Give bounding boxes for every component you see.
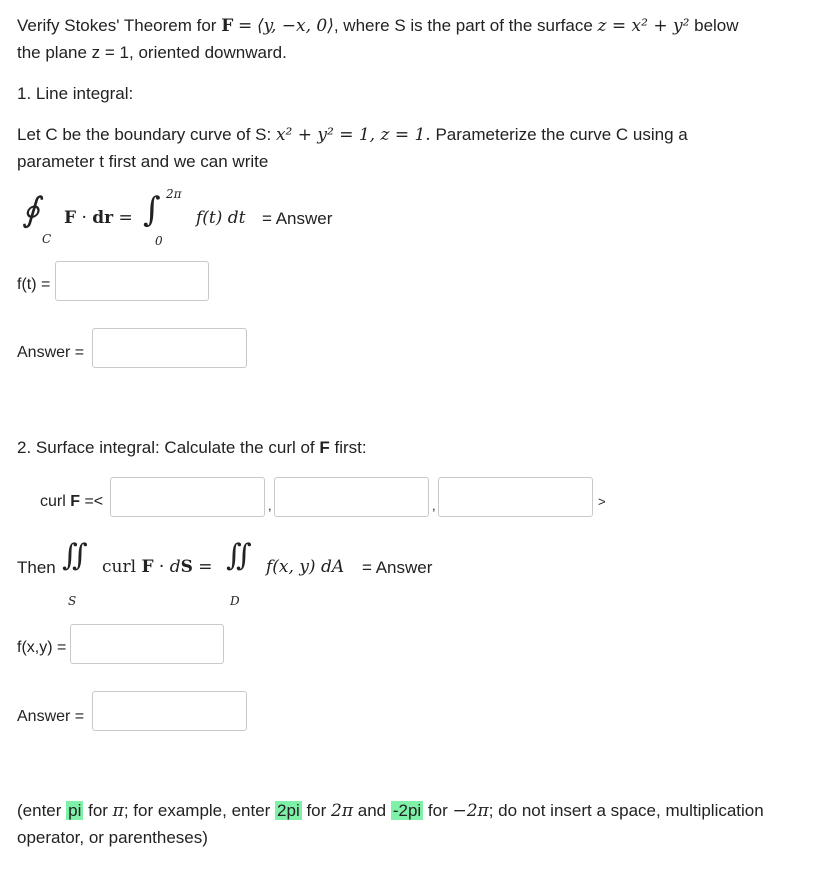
note-pi-symbol: π (112, 801, 124, 821)
ft-label: f(t) = (17, 276, 51, 293)
then-label: Then (17, 558, 56, 577)
note-p1: (enter (17, 801, 67, 820)
fxy-input[interactable] (70, 624, 224, 664)
vector-F-symbol: F (221, 16, 234, 36)
part2-answer-label: Answer = (17, 708, 85, 725)
part2-answer-input[interactable] (92, 691, 247, 731)
integrand-fxy-dA: f(x, y) dA (266, 557, 345, 577)
note-2pi-symbol: 2π (331, 801, 354, 821)
surface-integrand: curl F · dS = (102, 557, 213, 577)
note-highlight-neg2pi: -2pi (392, 801, 422, 820)
curl-component-3-input[interactable] (438, 477, 593, 517)
part2-heading-suffix: first: (329, 438, 367, 457)
note-p2: for (83, 801, 113, 820)
equals-answer-text: = Answer (262, 209, 333, 228)
part2-heading-F: F (319, 438, 330, 457)
double-integral-sign-S: ∬ (62, 538, 88, 573)
curl-comma-1: , (268, 498, 272, 513)
contour-lower-limit: C (42, 232, 52, 246)
part1-text-suffix: Parameterize the curve C using a (430, 125, 688, 144)
part2-heading-prefix: 2. Surface integral: Calculate the curl of (17, 438, 320, 457)
problem-statement-line-2: the plane z = 1, oriented downward. (17, 43, 287, 62)
note-p7: ; do not insert a space, multiplication (488, 801, 764, 820)
part1-text-line-2: parameter t first and we can write (17, 152, 269, 171)
note-highlight-2pi: 2pi (277, 801, 300, 820)
curl-comma-2: , (432, 498, 436, 513)
curl-label-prefix: curl (40, 493, 71, 510)
double-integral-sign-D: ∬ (226, 538, 252, 573)
curl-component-2-input[interactable] (274, 477, 429, 517)
problem-statement-line-1 (17, 15, 739, 37)
part2-heading (17, 437, 367, 459)
note-p3: ; for example, enter (123, 801, 276, 820)
surface-equals-answer: = Answer (362, 558, 433, 577)
curl-label-F: F (70, 493, 81, 510)
note-p4: for (301, 801, 332, 820)
fxy-label: f(x,y) = (17, 639, 67, 656)
part1-heading: 1. Line integral: (17, 84, 134, 103)
note-p6: for (423, 801, 453, 820)
double-integral-lower-S: S (68, 594, 77, 608)
intro-mid: , where S is the part of the surface (333, 16, 598, 35)
line-integrand-lhs: F · dr = (64, 208, 133, 228)
equals-sign: = (238, 16, 253, 36)
note-p5: and (353, 801, 391, 820)
surface-equation: z = x² + y² (597, 16, 690, 36)
upper-limit: 2π (166, 187, 182, 201)
part1-text-line-1 (17, 124, 688, 146)
note-highlight-pi: pi (68, 801, 82, 820)
instruction-note-line-1 (17, 800, 764, 822)
curl-label-suffix: =< (80, 493, 104, 510)
boundary-curve-equation: x² + y² = 1, z = 1. (275, 125, 431, 145)
curl-component-1-input[interactable] (110, 477, 265, 517)
lower-limit: 0 (155, 234, 163, 248)
curl-label (40, 492, 103, 512)
ft-input[interactable] (55, 261, 209, 301)
instruction-note-line-2: operator, or parentheses) (17, 828, 208, 847)
note-neg2pi-symbol: −2π (452, 801, 489, 821)
part1-answer-input[interactable] (92, 328, 247, 368)
curl-close-bracket: > (598, 494, 606, 509)
definite-integral-sign: ∫ (143, 190, 161, 230)
vector-field-expression: ⟨y, −x, 0⟩ (256, 16, 334, 36)
intro-suffix: below (689, 16, 739, 35)
integrand-ft-dt: f(t) dt (196, 208, 246, 228)
part1-answer-label: Answer = (17, 344, 85, 361)
intro-prefix: Verify Stokes' Theorem for (17, 16, 222, 35)
contour-integral-sign: ∮ (22, 190, 40, 230)
double-integral-lower-D: D (230, 594, 240, 608)
part1-text-prefix: Let C be the boundary curve of S: (17, 125, 276, 144)
